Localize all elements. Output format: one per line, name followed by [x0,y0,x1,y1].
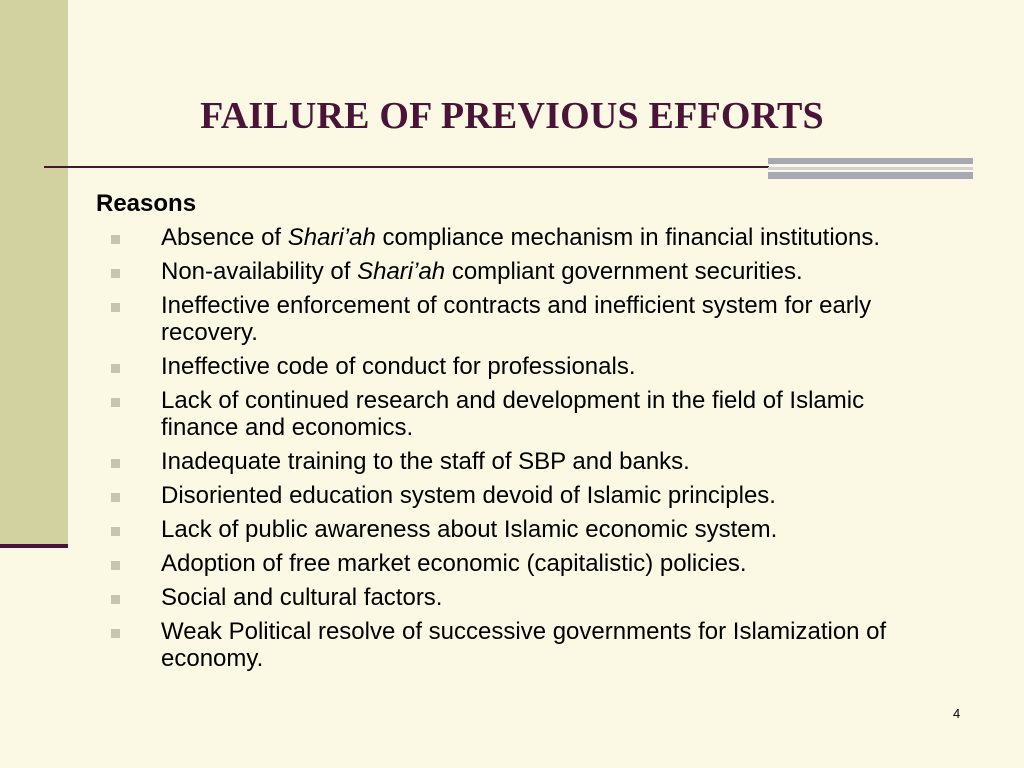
list-item: Social and cultural factors. [0,584,1000,611]
list-item: Lack of continued research and development in the field of Islamic finance and economics. [0,387,1000,441]
square-bullet-icon [111,493,120,502]
square-bullet-icon [111,303,120,312]
square-bullet-icon [111,269,120,278]
list-item: Inadequate training to the staff of SBP and banks. [0,448,1000,475]
square-bullet-icon [111,629,120,638]
list-item: Weak Political resolve of successive governments for Islamization of economy. [0,618,1000,672]
list-item: Lack of public awareness about Islamic economic system. [0,516,1000,543]
square-bullet-icon [111,527,120,536]
square-bullet-icon [111,459,120,468]
square-bullet-icon [111,398,120,407]
list-item: Disoriented education system devoid of Islamic principles. [0,482,1000,509]
square-bullet-icon [111,364,120,373]
page-number: 4 [953,706,961,721]
square-bullet-icon [111,595,120,604]
list-item: Ineffective code of conduct for professionals. [0,353,1000,380]
decorative-stripe [768,158,973,164]
decorative-stripe [768,167,973,170]
title-underline [44,166,769,168]
section-heading: Reasons [96,190,197,217]
decorative-stripe [768,172,973,179]
list-item: Absence of Shari’ah compliance mechanism in financial institutions. [0,224,1000,251]
square-bullet-icon [111,235,120,244]
list-item: Non-availability of Shari’ah compliant government securities. [0,258,1000,285]
square-bullet-icon [111,561,120,570]
slide-title: FAILURE OF PREVIOUS EFFORTS [200,95,824,137]
list-item: Adoption of free market economic (capitalistic) policies. [0,550,1000,577]
reasons-list [0,224,1000,679]
list-item: Ineffective enforcement of contracts and inefficient system for early recovery. [0,292,1000,346]
